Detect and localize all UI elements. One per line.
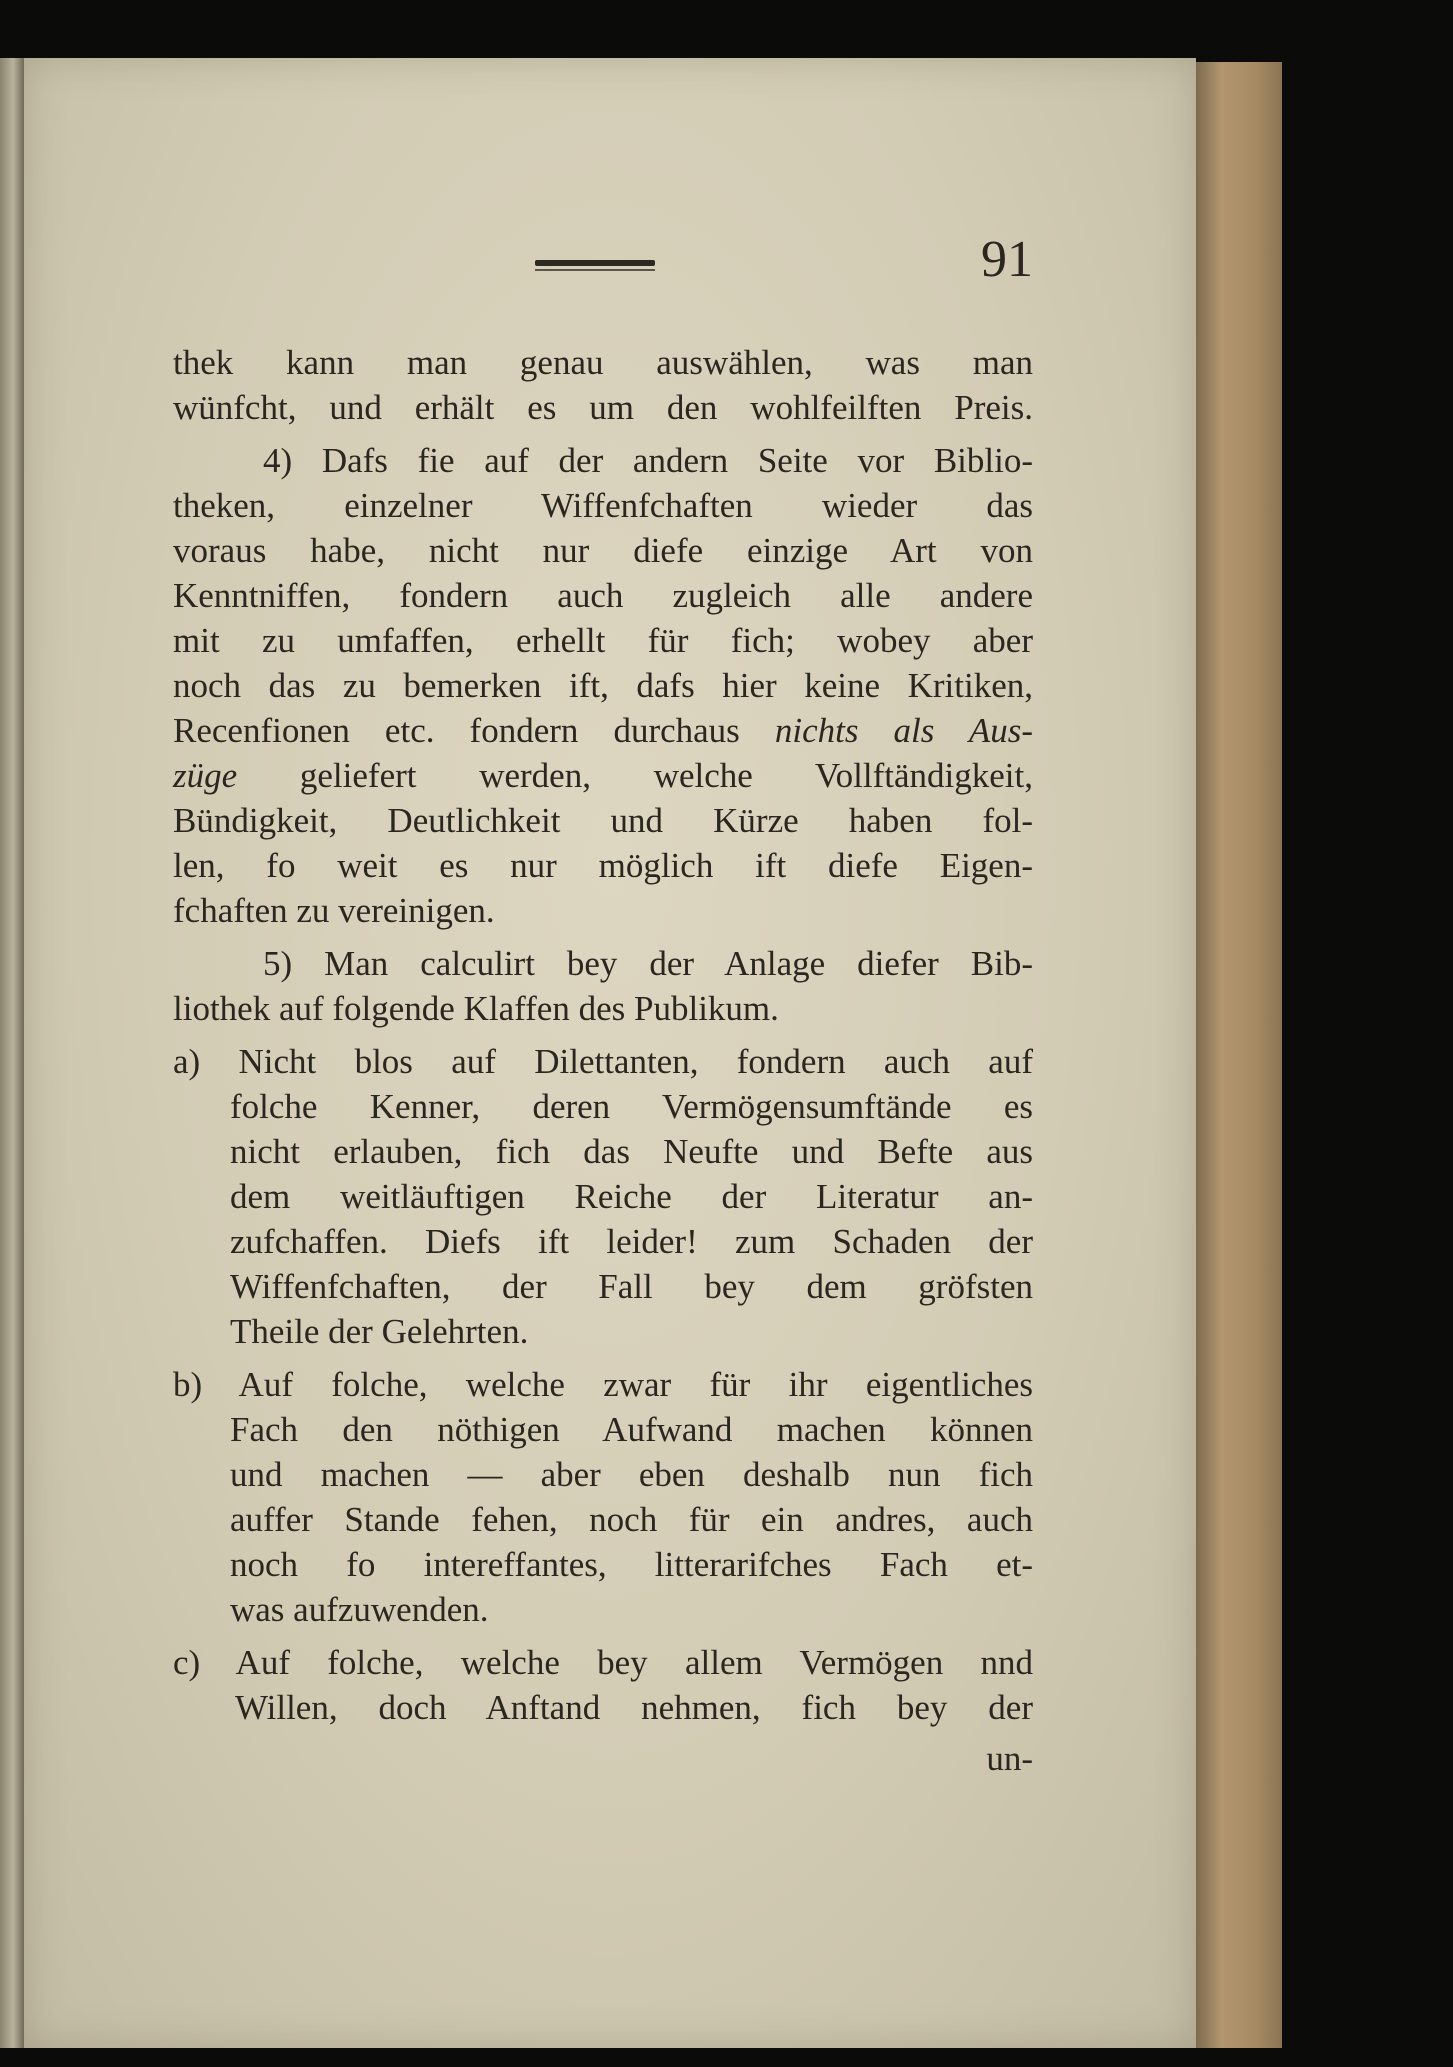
text-line: was aufzuwenden. <box>230 1590 489 1629</box>
text-line: theken, einzelner Wiffenfchaften wieder das <box>173 486 1033 525</box>
text-line: voraus habe, nicht nur diefe einzige Art von <box>173 531 1033 570</box>
text-line: noch das zu bemerken ift, dafs hier keine Kritiken, <box>173 666 1033 705</box>
text-line: Theile der Gelehrten. <box>230 1312 529 1351</box>
text-line: c) Auf folche, welche bey allem Vermögen nnd <box>173 1643 1033 1682</box>
text-line <box>173 753 1033 798</box>
header-rule <box>535 260 655 266</box>
text-line: mit zu umfaffen, erhellt für fich; wobey aber <box>173 621 1033 660</box>
text-line: 4) Dafs fie auf der andern Seite vor Biblio- <box>263 441 1033 480</box>
text-line: und machen — aber eben deshalb nun fich <box>230 1455 1033 1494</box>
text-line: a) Nicht blos auf Dilettanten, fondern auch auf <box>173 1042 1033 1081</box>
facing-page-edge <box>0 58 24 2048</box>
text-line: Kenntniffen, fondern auch zugleich alle andere <box>173 576 1033 615</box>
text-line: b) Auf folche, welche zwar für ihr eigentliches <box>173 1365 1033 1404</box>
running-head <box>173 230 1033 340</box>
page-text <box>173 230 1033 1781</box>
text-line: Bündigkeit, Deutlichkeit und Kürze haben fol- <box>173 801 1033 840</box>
catchword: un- <box>986 1739 1033 1778</box>
text-line: folche Kenner, deren Vermögensumftände es <box>230 1087 1033 1126</box>
text-line: zufchaffen. Diefs ift leider! zum Schaden der <box>230 1222 1033 1261</box>
text-line: wünfcht, und erhält es um den wohlfeilften Preis. <box>173 388 1033 427</box>
text-line: len, fo weit es nur möglich ift diefe Eigen- <box>173 846 1033 885</box>
italic-segment: züge <box>173 756 238 795</box>
text-line: fchaften zu vereinigen. <box>173 891 495 930</box>
text-line: Wiffenfchaften, der Fall bey dem gröfsten <box>230 1267 1033 1306</box>
italic-segment: nichts als Aus- <box>774 711 1033 750</box>
text-line: Fach den nöthigen Aufwand machen können <box>230 1410 1033 1449</box>
book-cover-edge <box>1196 62 1282 2048</box>
text-line: dem weitläuftigen Reiche der Literatur an- <box>230 1177 1033 1216</box>
text-line: liothek auf folgende Klaffen des Publikum. <box>173 989 779 1028</box>
text-line: noch fo intereffantes, litterarifches Fach et- <box>230 1545 1033 1584</box>
text-line: 5) Man calculirt bey der Anlage diefer Bib- <box>263 944 1033 983</box>
text-line <box>173 708 1033 753</box>
text-segment: Recenfionen etc. fondern durchaus <box>173 711 740 750</box>
text-line: Willen, doch Anftand nehmen, fich bey der <box>235 1688 1033 1727</box>
text-line: nicht erlauben, fich das Neufte und Befte aus <box>230 1132 1033 1171</box>
text-line: auffer Stande fehen, noch für ein andres, auch <box>230 1500 1033 1539</box>
text-segment: geliefert werden, welche Vollftändigkeit, <box>299 756 1033 795</box>
page-number: 91 <box>981 231 1033 288</box>
text-line: thek kann man genau auswählen, was man <box>173 343 1033 382</box>
